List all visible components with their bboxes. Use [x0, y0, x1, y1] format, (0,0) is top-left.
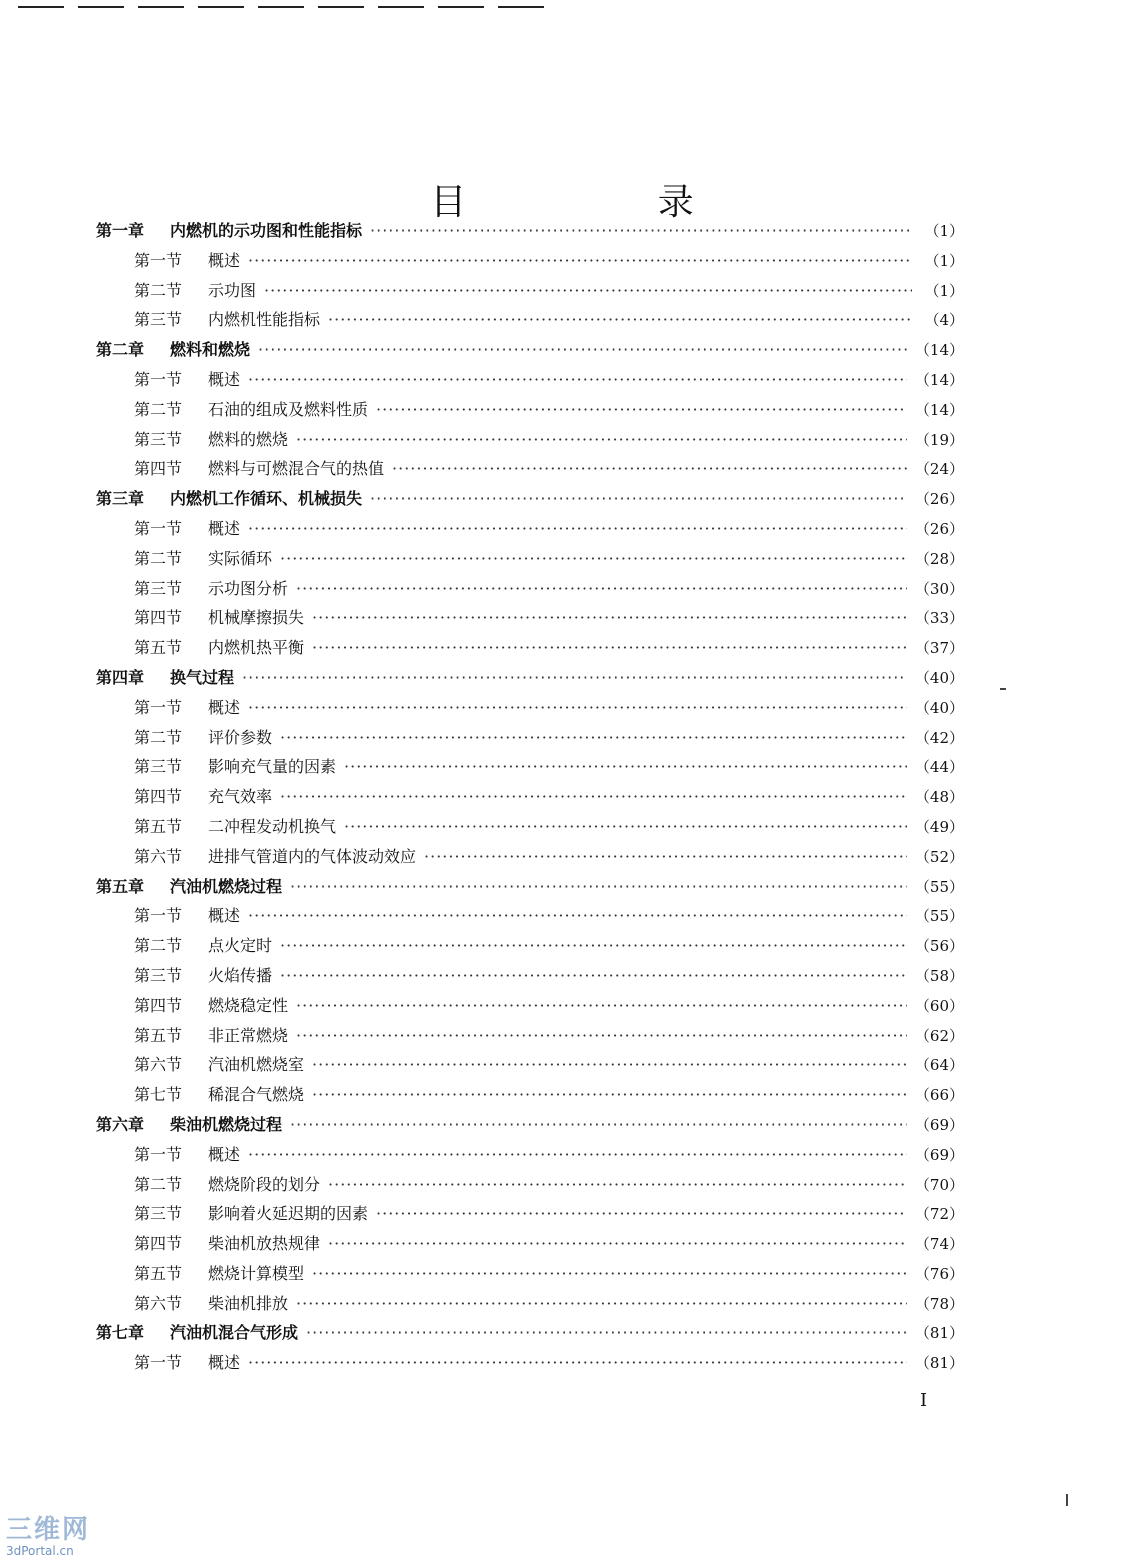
toc-section-row [96, 516, 964, 546]
toc-chapter-row [96, 337, 964, 367]
toc-entry-label: 第一节 [134, 697, 183, 717]
toc-page-number: （72） [914, 1205, 964, 1224]
toc-section-row [96, 576, 964, 606]
toc-entry-title: 概述 [208, 250, 241, 270]
toc-section-row [96, 1052, 964, 1082]
toc-section-row [96, 1023, 964, 1053]
toc-section-row [96, 963, 964, 993]
toc-section-row [96, 1291, 964, 1321]
toc-entry-label: 第七章 [96, 1323, 145, 1343]
toc-page-number: （24） [914, 460, 964, 479]
dot-leader [290, 877, 907, 896]
toc-entry-title: 示功图 [208, 280, 257, 300]
dot-leader [242, 668, 907, 687]
toc-entry-title: 非正常燃烧 [208, 1025, 289, 1045]
dot-leader [280, 966, 907, 985]
toc-entry-title: 燃烧计算模型 [208, 1263, 305, 1283]
toc-section-row [96, 754, 964, 784]
toc-page-number: （44） [914, 758, 964, 777]
dot-leader [344, 817, 907, 836]
toc-page-number: （26） [914, 519, 964, 538]
dot-leader [392, 459, 907, 478]
toc-page-number: （56） [914, 937, 964, 956]
toc-section-row [96, 397, 964, 427]
dot-leader [312, 638, 907, 657]
toc-section-row [96, 248, 964, 278]
dot-leader [248, 251, 912, 270]
toc-entry-label: 第三节 [134, 310, 183, 330]
toc-entry-title: 燃料和燃烧 [170, 340, 251, 360]
toc-page-number: （40） [914, 698, 964, 717]
dot-leader [296, 430, 907, 449]
toc-section-row [96, 1082, 964, 1112]
toc-entry-title: 示功图分析 [208, 578, 289, 598]
toc-chapter-row [96, 486, 964, 516]
toc-entry-label: 第三节 [134, 1204, 183, 1224]
toc-page-number: （69） [914, 1115, 964, 1134]
toc-section-row [96, 1231, 964, 1261]
toc-entry-label: 第三节 [134, 578, 183, 598]
toc-section-row [96, 814, 964, 844]
toc-section-row [96, 1261, 964, 1291]
toc-section-row [96, 1201, 964, 1231]
toc-entry-title: 充气效率 [208, 787, 273, 807]
toc-entry-label: 第六节 [134, 846, 183, 866]
toc-page-number: （78） [914, 1294, 964, 1313]
toc-entry-title: 柴油机燃烧过程 [170, 1114, 283, 1134]
toc-page-number: （26） [914, 490, 964, 509]
dot-leader [248, 698, 907, 717]
toc-entry-title: 概述 [208, 1144, 241, 1164]
dot-leader [248, 1353, 907, 1372]
toc-entry-title: 评价参数 [208, 727, 273, 747]
dot-leader [376, 400, 907, 419]
toc-entry-label: 第一节 [134, 1353, 183, 1373]
toc-page-number: （42） [914, 728, 964, 747]
toc-page-number: （49） [914, 817, 964, 836]
toc-entry-label: 第一节 [134, 1144, 183, 1164]
toc-section-row [96, 307, 964, 337]
toc-entry-label: 第四节 [134, 995, 183, 1015]
toc-entry-label: 第四章 [96, 667, 145, 687]
dot-leader [312, 608, 907, 627]
toc-section-row [96, 635, 964, 665]
toc-entry-title: 燃烧阶段的划分 [208, 1174, 321, 1194]
toc-page-number: （69） [914, 1145, 964, 1164]
page-title: 目 录 [430, 182, 784, 224]
dot-leader [258, 340, 907, 359]
toc-entry-title: 内燃机工作循环、机械损失 [170, 489, 363, 509]
toc-page-number: （14） [914, 370, 964, 389]
dot-leader [424, 847, 907, 866]
toc-entry-label: 第五节 [134, 638, 183, 658]
dot-leader [296, 1294, 907, 1313]
dot-leader [370, 489, 907, 508]
toc-section-row [96, 784, 964, 814]
dot-leader [328, 1175, 907, 1194]
dot-leader [328, 1234, 907, 1253]
dot-leader [312, 1085, 907, 1104]
toc-entry-title: 影响充气量的因素 [208, 757, 337, 777]
toc-section-row [96, 1350, 964, 1380]
toc-entry-title: 概述 [208, 906, 241, 926]
watermark-sub: 3dPortal.cn [6, 1544, 74, 1558]
toc-entry-label: 第六节 [134, 1055, 183, 1075]
toc-section-row [96, 605, 964, 635]
toc-entry-title: 内燃机性能指标 [208, 310, 321, 330]
watermark-main: 三维网 [6, 1515, 91, 1545]
dot-leader [248, 519, 907, 538]
toc-entry-title: 汽油机燃烧过程 [170, 876, 283, 896]
toc-section-row [96, 367, 964, 397]
dot-leader [312, 1264, 907, 1283]
toc-entry-label: 第五节 [134, 1025, 183, 1045]
toc-entry-title: 火焰传播 [208, 965, 273, 985]
toc-entry-label: 第四节 [134, 459, 183, 479]
dot-leader [280, 728, 907, 747]
page-number: I [920, 1390, 928, 1411]
dot-leader [248, 370, 907, 389]
toc-entry-label: 第二节 [134, 399, 183, 419]
toc-chapter-row [96, 1320, 964, 1350]
toc-section-row [96, 993, 964, 1023]
toc-entry-title: 汽油机混合气形成 [170, 1323, 299, 1343]
scan-mark [1066, 1494, 1068, 1506]
toc-entry-label: 第三章 [96, 489, 145, 509]
dot-leader [306, 1323, 907, 1342]
toc-entry-title: 内燃机热平衡 [208, 638, 305, 658]
toc-section-row [96, 725, 964, 755]
dot-leader [248, 906, 907, 925]
toc-entry-title: 柴油机放热规律 [208, 1234, 321, 1254]
toc-page-number: （30） [914, 579, 964, 598]
toc-page-number: （19） [914, 430, 964, 449]
toc-entry-title: 燃烧稳定性 [208, 995, 289, 1015]
scan-mark [1000, 688, 1006, 690]
toc-entry-title: 燃料与可燃混合气的热值 [208, 459, 385, 479]
toc-section-row [96, 1142, 964, 1172]
toc-entry-label: 第四节 [134, 787, 183, 807]
toc-entry-label: 第七节 [134, 1085, 183, 1105]
toc-entry-title: 概述 [208, 697, 241, 717]
toc-entry-label: 第五节 [134, 1263, 183, 1283]
toc-section-row [96, 456, 964, 486]
toc-section-row [96, 546, 964, 576]
toc-page-number: （4） [924, 311, 964, 330]
toc-entry-title: 汽油机燃烧室 [208, 1055, 305, 1075]
toc-section-row [96, 427, 964, 457]
dot-leader [312, 1055, 907, 1074]
toc-page-number: （28） [914, 549, 964, 568]
toc-chapter-row [96, 874, 964, 904]
toc-entry-title: 影响着火延迟期的因素 [208, 1204, 369, 1224]
toc-entry-label: 第三节 [134, 429, 183, 449]
toc-page-number: （14） [914, 400, 964, 419]
dot-leader [376, 1204, 907, 1223]
dot-leader [296, 579, 907, 598]
toc-entry-label: 第一节 [134, 369, 183, 389]
toc-entry-label: 第一章 [96, 221, 145, 240]
toc-entry-label: 第三节 [134, 757, 183, 777]
toc-entry-title: 换气过程 [170, 667, 235, 687]
toc-page-number: （62） [914, 1026, 964, 1045]
toc-entry-label: 第二节 [134, 1174, 183, 1194]
toc-page-number: （1） [924, 251, 964, 270]
table-of-contents [96, 218, 964, 1380]
toc-entry-label: 第四节 [134, 608, 183, 628]
toc-page-number: （66） [914, 1086, 964, 1105]
dot-leader [280, 936, 907, 955]
toc-page-number: （33） [914, 609, 964, 628]
toc-entry-title: 柴油机排放 [208, 1293, 289, 1313]
toc-entry-label: 第二章 [96, 340, 145, 360]
toc-entry-title: 进排气管道内的气体波动效应 [208, 846, 417, 866]
dot-leader [328, 310, 912, 329]
toc-entry-label: 第二节 [134, 280, 183, 300]
toc-chapter-row [96, 1112, 964, 1142]
toc-page-number: （81） [914, 1354, 964, 1373]
toc-page-number: （37） [914, 639, 964, 658]
toc-page-number: （1） [924, 222, 964, 240]
dot-leader [296, 1026, 907, 1045]
toc-page-number: （1） [924, 281, 964, 300]
toc-entry-title: 概述 [208, 518, 241, 538]
toc-entry-label: 第四节 [134, 1234, 183, 1254]
toc-page-number: （60） [914, 996, 964, 1015]
toc-entry-label: 第六节 [134, 1293, 183, 1313]
toc-entry-label: 第二节 [134, 936, 183, 956]
toc-entry-title: 实际循环 [208, 548, 273, 568]
toc-section-row [96, 278, 964, 308]
toc-entry-label: 第三节 [134, 965, 183, 985]
toc-entry-label: 第六章 [96, 1114, 145, 1134]
toc-entry-title: 点火定时 [208, 936, 273, 956]
toc-entry-title: 二冲程发动机换气 [208, 816, 337, 836]
toc-entry-title: 机械摩擦损失 [208, 608, 305, 628]
toc-page-number: （76） [914, 1264, 964, 1283]
dot-leader [264, 281, 912, 300]
toc-chapter-row [96, 665, 964, 695]
toc-section-row [96, 1172, 964, 1202]
toc-chapter-row [96, 218, 964, 248]
toc-entry-label: 第一节 [134, 518, 183, 538]
watermark-logo [6, 1516, 106, 1558]
dot-leader [344, 757, 907, 776]
toc-entry-label: 第一节 [134, 250, 183, 270]
top-edge-marks [18, 0, 544, 8]
toc-entry-title: 概述 [208, 369, 241, 389]
toc-entry-label: 第一节 [134, 906, 183, 926]
toc-entry-label: 第五节 [134, 816, 183, 836]
dot-leader [296, 996, 907, 1015]
toc-entry-title: 稀混合气燃烧 [208, 1085, 305, 1105]
toc-page-number: （52） [914, 847, 964, 866]
dot-leader [280, 549, 907, 568]
toc-entry-title: 燃料的燃烧 [208, 429, 289, 449]
toc-page-number: （70） [914, 1175, 964, 1194]
dot-leader [280, 787, 907, 806]
toc-page-number: （55） [914, 877, 964, 896]
dot-leader [248, 1145, 907, 1164]
toc-page-number: （14） [914, 341, 964, 360]
toc-section-row [96, 844, 964, 874]
toc-section-row [96, 695, 964, 725]
toc-entry-label: 第二节 [134, 548, 183, 568]
toc-entry-title: 内燃机的示功图和性能指标 [170, 221, 363, 240]
toc-entry-title: 石油的组成及燃料性质 [208, 399, 369, 419]
toc-page-number: （81） [914, 1324, 964, 1343]
toc-page-number: （55） [914, 907, 964, 926]
toc-entry-label: 第五章 [96, 876, 145, 896]
toc-page-number: （74） [914, 1235, 964, 1254]
toc-page-number: （48） [914, 788, 964, 807]
toc-page-number: （64） [914, 1056, 964, 1075]
toc-section-row [96, 933, 964, 963]
toc-section-row [96, 903, 964, 933]
toc-page-number: （40） [914, 668, 964, 687]
toc-page-number: （58） [914, 966, 964, 985]
dot-leader [290, 1115, 907, 1134]
toc-entry-label: 第二节 [134, 727, 183, 747]
dot-leader [370, 221, 912, 240]
toc-entry-title: 概述 [208, 1353, 241, 1373]
